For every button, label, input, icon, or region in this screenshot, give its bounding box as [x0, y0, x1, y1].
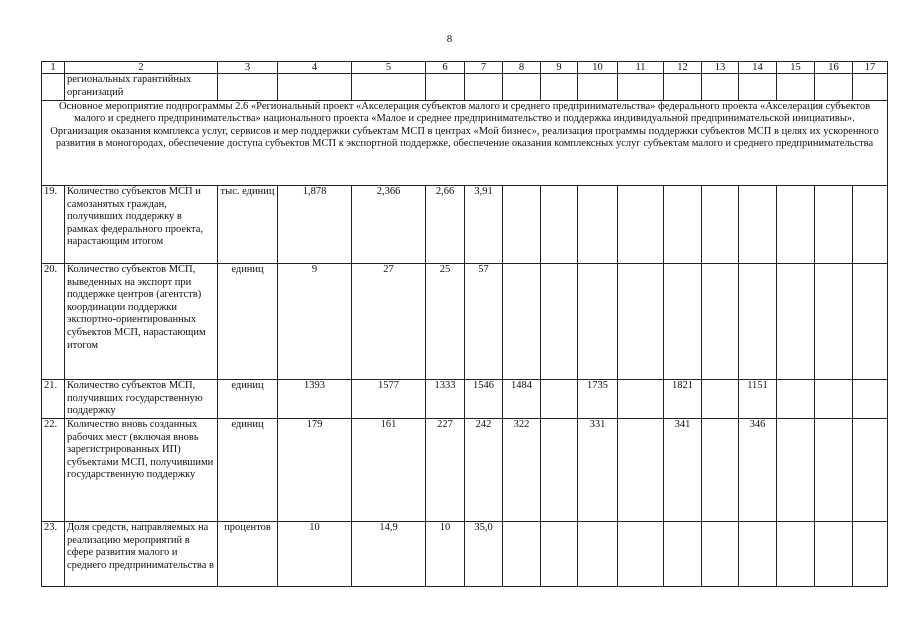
value-cell: 1735: [578, 380, 618, 419]
table-row-continuation: [42, 74, 888, 101]
value-cell: [503, 74, 541, 101]
value-cell: 2,366: [352, 186, 426, 264]
value-cell: [853, 380, 888, 419]
value-cell: [578, 264, 618, 380]
row-number-cell: 19.: [42, 186, 65, 264]
value-cell: [739, 186, 777, 264]
value-cell: [541, 419, 578, 522]
value-cell: [815, 264, 853, 380]
value-cell: [815, 380, 853, 419]
row-number-cell: 23.: [42, 522, 65, 587]
value-cell: [618, 264, 664, 380]
value-cell: [853, 419, 888, 522]
value-cell: 1393: [278, 380, 352, 419]
column-header: 17: [853, 62, 888, 74]
value-cell: [853, 264, 888, 380]
value-cell: 10: [426, 522, 465, 587]
value-cell: 1484: [503, 380, 541, 419]
value-cell: [777, 522, 815, 587]
value-cell: [702, 522, 739, 587]
unit-cell: тыс. единиц: [218, 186, 278, 264]
table-row: [42, 419, 888, 522]
column-header: 3: [218, 62, 278, 74]
column-header: 14: [739, 62, 777, 74]
value-cell: [664, 264, 702, 380]
value-cell: [739, 522, 777, 587]
value-cell: 179: [278, 419, 352, 522]
value-cell: [278, 74, 352, 101]
value-cell: 346: [739, 419, 777, 522]
column-header: 7: [465, 62, 503, 74]
row-number-cell: 22.: [42, 419, 65, 522]
column-header: 5: [352, 62, 426, 74]
indicator-name-cell: Количество вновь созданных рабочих мест (включая вновь зарегистрированных ИП) субъектами МСП, получившими государственную поддержку: [65, 419, 218, 522]
value-cell: [702, 419, 739, 522]
value-cell: [739, 74, 777, 101]
unit-cell: [218, 74, 278, 101]
value-cell: [815, 522, 853, 587]
column-header: 4: [278, 62, 352, 74]
row-number-cell: [42, 74, 65, 101]
value-cell: [664, 522, 702, 587]
column-header: 13: [702, 62, 739, 74]
value-cell: 331: [578, 419, 618, 522]
value-cell: [702, 74, 739, 101]
column-header: 16: [815, 62, 853, 74]
value-cell: [503, 264, 541, 380]
indicator-name-cell: Количество субъектов МСП, выведенных на экспорт при поддержке центров (агентств) координации поддержки экспортно-ориентированных субъектов МСП, нарастающим итогом: [65, 264, 218, 380]
unit-cell: единиц: [218, 264, 278, 380]
value-cell: [618, 74, 664, 101]
unit-cell: единиц: [218, 419, 278, 522]
value-cell: [815, 74, 853, 101]
column-header: 9: [541, 62, 578, 74]
value-cell: 1,878: [278, 186, 352, 264]
column-header: 1: [42, 62, 65, 74]
column-number-header: [42, 62, 888, 74]
value-cell: [618, 186, 664, 264]
value-cell: [664, 74, 702, 101]
column-header: 15: [777, 62, 815, 74]
value-cell: [618, 522, 664, 587]
value-cell: [815, 419, 853, 522]
column-header: 6: [426, 62, 465, 74]
indicators-table: [41, 61, 888, 587]
indicator-name-cell: региональных гарантийных организаций: [65, 74, 218, 101]
column-header: 8: [503, 62, 541, 74]
value-cell: [853, 186, 888, 264]
value-cell: 341: [664, 419, 702, 522]
value-cell: [777, 419, 815, 522]
value-cell: [465, 74, 503, 101]
value-cell: [853, 74, 888, 101]
value-cell: [578, 522, 618, 587]
value-cell: 1821: [664, 380, 702, 419]
value-cell: 1151: [739, 380, 777, 419]
value-cell: [618, 419, 664, 522]
value-cell: [777, 380, 815, 419]
value-cell: [541, 74, 578, 101]
unit-cell: единиц: [218, 380, 278, 419]
value-cell: 227: [426, 419, 465, 522]
table-row: [42, 186, 888, 264]
value-cell: [815, 186, 853, 264]
value-cell: [777, 186, 815, 264]
value-cell: 242: [465, 419, 503, 522]
table-row: [42, 380, 888, 419]
value-cell: 1546: [465, 380, 503, 419]
value-cell: [702, 264, 739, 380]
column-header: 11: [618, 62, 664, 74]
column-header: 2: [65, 62, 218, 74]
indicator-name-cell: Количество субъектов МСП, получивших государственную поддержку: [65, 380, 218, 419]
indicator-name-cell: Количество субъектов МСП и самозанятых граждан, получивших поддержку в рамках федерального проекта, нарастающим итогом: [65, 186, 218, 264]
section-heading: [42, 101, 888, 186]
value-cell: [503, 186, 541, 264]
column-header: 12: [664, 62, 702, 74]
indicator-name-cell: Доля средств, направляемых на реализацию мероприятий в сфере развития малого и среднего предпринимательства в: [65, 522, 218, 587]
page-number: 8: [446, 33, 453, 45]
table-row: [42, 522, 888, 587]
value-cell: [578, 186, 618, 264]
section-title-description: Организация оказания комплекса услуг, сервисов и мер поддержки субъектам МСП в центрах «Мой бизнес», реализация программы поддержки субъектов МСП в целях их ускоренного развития в моногородах, обеспечение доступа субъектов МСП к экспортной поддержке, обеспечение оказания комплексных услуг субъектам малого и среднего предпринимательства: [50, 125, 879, 150]
value-cell: 3,91: [465, 186, 503, 264]
value-cell: [541, 264, 578, 380]
value-cell: [541, 186, 578, 264]
value-cell: 1333: [426, 380, 465, 419]
row-number-cell: 21.: [42, 380, 65, 419]
value-cell: [503, 522, 541, 587]
value-cell: [426, 74, 465, 101]
value-cell: 1577: [352, 380, 426, 419]
value-cell: [541, 380, 578, 419]
unit-cell: процентов: [218, 522, 278, 587]
value-cell: [578, 74, 618, 101]
value-cell: 2,66: [426, 186, 465, 264]
value-cell: 25: [426, 264, 465, 380]
value-cell: [664, 186, 702, 264]
value-cell: [702, 380, 739, 419]
table-row: [42, 264, 888, 380]
value-cell: [541, 522, 578, 587]
section-title-main: Основное мероприятие подпрограммы 2.6 «Региональный проект «Акселерация субъектов малого и среднего предпринимательства» федерального проекта «Акселерация субъектов малого и среднего предпринимательства» национального проекта «Малое и среднее предпринимательство и поддержка индивидуальной предпринимательской инициативы».: [58, 101, 871, 125]
value-cell: 57: [465, 264, 503, 380]
value-cell: [777, 264, 815, 380]
value-cell: [777, 74, 815, 101]
row-number-cell: 20.: [42, 264, 65, 380]
value-cell: [352, 74, 426, 101]
value-cell: [853, 522, 888, 587]
section-heading-row: [42, 101, 888, 186]
value-cell: [618, 380, 664, 419]
value-cell: [702, 186, 739, 264]
column-header: 10: [578, 62, 618, 74]
value-cell: 10: [278, 522, 352, 587]
value-cell: 161: [352, 419, 426, 522]
value-cell: 35,0: [465, 522, 503, 587]
value-cell: 9: [278, 264, 352, 380]
value-cell: 27: [352, 264, 426, 380]
value-cell: [739, 264, 777, 380]
value-cell: 14,9: [352, 522, 426, 587]
value-cell: 322: [503, 419, 541, 522]
